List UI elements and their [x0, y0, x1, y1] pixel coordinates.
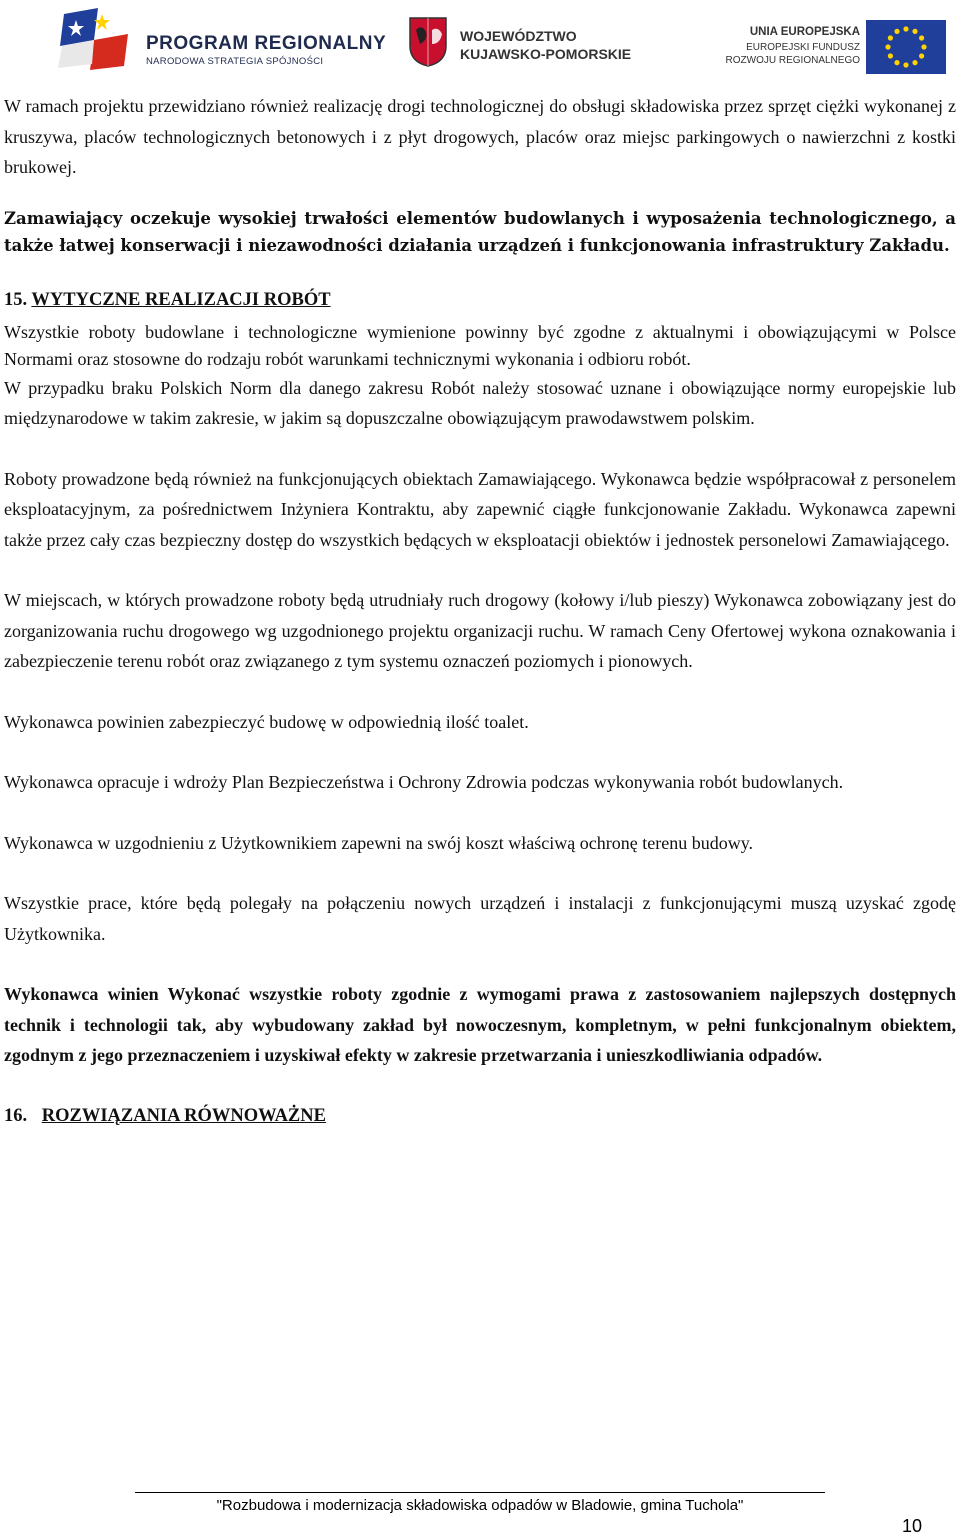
paragraph-traffic-organization: W miejscach, w których prowadzone roboty będą utrudniały ruch drogowy (kołowy i/lub pieszy) Wykonawca zobowiązany jest do zorganizowania ruchu drogowego wg uzgodnionego projektu organizacji ruchu. W ramach Ceny Ofertowej wykona oznakowania i zabezpieczenie terenu robót oraz związanego z tym systemu oznaczeń poziomych i pionowych.: [4, 590, 956, 671]
eu-fund-line2: ROZWOJU REGIONALNEGO: [725, 55, 860, 66]
footer-project-name: "Rozbudowa i modernizacja składowiska odpadów w Bladowie, gmina Tuchola": [216, 1497, 744, 1514]
paragraph-technological-road: W ramach projektu przewidziano również realizację drogi technologicznej do obsługi składowiska przez sprzęt ciężki wykonanej z kruszywa, placów technologicznych betonowych i z płyt drogowych, placów oraz miejsc parkingowych o nawierzchni z kostki brukowej.: [4, 96, 956, 177]
section-16-title: ROZWIĄZANIA RÓWNOWAŻNE: [41, 1105, 326, 1126]
section-16-heading: [4, 1101, 956, 1131]
paragraph-operating-facilities: Roboty prowadzone będą również na funkcjonujących obiektach Zamawiającego. Wykonawca będzie współpracował z personelem eksploatacyjnym, za pośrednictwem Inżyniera Kontraktu, aby zapewnić ciągłe funkcjonowanie Zakładu. Wykonawca zapewni także przez cały czas bezpieczny dostęp do wszystkich będących w eksploatacji obiektów i jednostek personelowi Zamawiającego.: [4, 468, 956, 550]
section-15-title: WYTYCZNE REALIZACJI ROBÓT: [31, 289, 331, 310]
paragraph-safety-plan: Wykonawca opracuje i wdroży Plan Bezpieczeństwa i Ochrony Zdrowia podczas wykonywania robót budowlanych.: [4, 772, 844, 792]
paragraph-best-technologies: Wykonawca winien Wykonać wszystkie roboty zgodnie z wymogami prawa z zastosowaniem najlepszych dostępnych technik i technologii tak, aby wybudowany zakład był nowoczesnym, kompletnym, w pełni funkcjonalnym obiektem, zgodnym z jego przeznaczeniem i uzyskiwał efekty w zakresie przetwarzania i unieszkodliwiania odpadów.: [4, 984, 956, 1065]
page-number: 10: [901, 1516, 922, 1536]
eu-fund-line1: EUROPEJSKI FUNDUSZ: [746, 42, 860, 53]
paragraph-european-norms: W przypadku braku Polskich Norm dla danego zakresu Robót należy stosować uznane i obowiązujące normy europejskie lub międzynarodowe w takim zakresie, w jakim są dopuszczalne obowiązującym prawodawstwem polskim.: [4, 377, 956, 428]
eu-logo: [720, 0, 956, 76]
region-name-line2: KUJAWSKO-POMORSKIE: [460, 46, 632, 62]
footer-divider: [135, 1492, 825, 1493]
region-name-line1: WOJEWÓDZTWO: [460, 28, 577, 44]
program-regionalny-flag-icon: [54, 6, 134, 70]
page-header: [0, 0, 960, 80]
region-crest-icon: [408, 16, 448, 68]
program-subtitle: NARODOWA STRATEGIA SPÓJNOŚCI: [146, 56, 324, 67]
eu-flag-icon: [866, 20, 946, 74]
program-title: PROGRAM REGIONALNY: [146, 33, 387, 54]
eu-name: UNIA EUROPEJSKA: [749, 26, 860, 38]
section-15-heading: [4, 285, 956, 315]
program-regionalny-logo: [24, 0, 387, 76]
wojewodztwo-logo: [408, 0, 632, 76]
section-15-number: 15.: [4, 289, 28, 310]
document-body: [4, 91, 956, 1131]
paragraph-site-protection: Wykonawca w uzgodnieniu z Użytkownikiem zapewni na swój koszt właściwą ochronę terenu budowy.: [4, 832, 754, 853]
section-16-number: 16.: [4, 1105, 28, 1126]
paragraph-user-consent: Wszystkie prace, które będą polegały na połączeniu nowych urządzeń i instalacji z funkcjonującymi muszą uzyskać zgodę Użytkownika.: [4, 893, 956, 944]
paragraph-durability-expectation: Zamawiający oczekuje wysokiej trwałości elementów budowlanych i wyposażenia technologicznego, a także łatwej konserwacji i niezawodności działania urządzeń i funkcjonowania infrastruktury Zakładu.: [4, 208, 956, 255]
paragraph-norms-compliance: Wszystkie roboty budowlane i technologiczne wymienione powinny być zgodne z aktualnymi i obowiązującymi w Polsce Normami oraz stosowne do rodzaju robót warunkami technicznymi wykonania i odbioru robót.: [4, 321, 956, 369]
paragraph-toilets: Wykonawca powinien zabezpieczyć budowę w odpowiednią ilość toalet.: [4, 711, 529, 732]
